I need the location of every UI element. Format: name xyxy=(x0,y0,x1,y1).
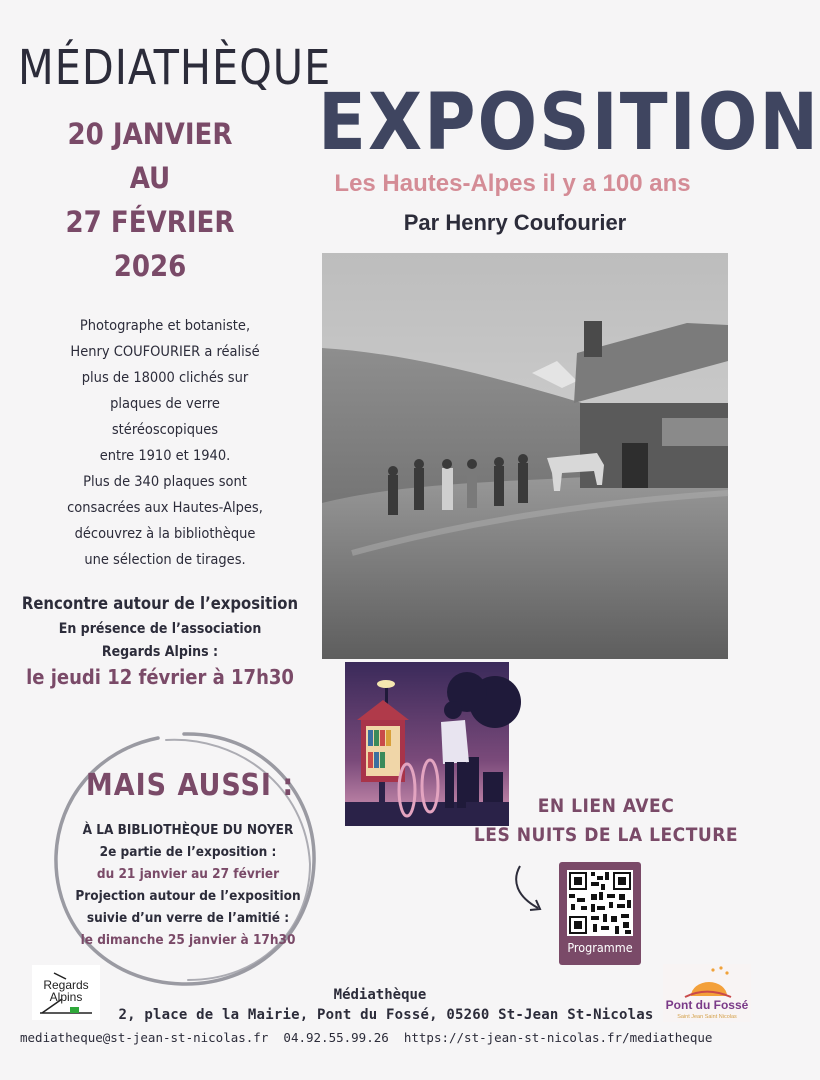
link-line: LES NUITS DE LA LECTURE xyxy=(473,824,739,846)
regards-alpins-logo-image xyxy=(32,965,100,1020)
reading-nights-link xyxy=(470,792,742,850)
footer-phone[interactable]: 04.92.55.99.26 xyxy=(283,1030,389,1045)
date-line: 2026 xyxy=(113,249,187,283)
curved-arrow-icon xyxy=(510,862,550,918)
description-line: entre 1910 et 1940. xyxy=(99,448,231,464)
description xyxy=(30,313,300,573)
description-line: découvrez à la bibliothèque xyxy=(74,526,256,542)
regards-logo-word: Regards xyxy=(43,978,89,992)
description-line: consacrées aux Hautes-Alpes, xyxy=(67,500,263,516)
exhibition-title: EXPOSITION xyxy=(318,78,820,168)
footer-address: 2, place de la Mairie, Pont du Fossé, 05260 St-Jean St-Nicolas xyxy=(118,1007,654,1023)
date-line: 27 FÉVRIER xyxy=(65,205,235,239)
exhibition-author: Par Henry Coufourier xyxy=(403,210,627,235)
description-line: Plus de 340 plaques sont xyxy=(83,474,247,490)
also-line: Projection autour de l’exposition xyxy=(75,888,301,904)
meeting-title: Rencontre autour de l’exposition xyxy=(21,594,299,613)
venue-title: MÉDIATHÈQUE xyxy=(18,38,332,96)
footer-venue: Médiathèque xyxy=(333,987,427,1003)
description-line: stéréoscopiques xyxy=(111,422,219,438)
also-line: le dimanche 25 janvier à 17h30 xyxy=(80,932,296,948)
qr-pattern xyxy=(567,870,633,936)
exhibition-dates xyxy=(40,112,260,288)
pont-logo-subtitle: Saint Jean Saint Nicolas xyxy=(677,1014,737,1020)
exhibition-subtitle: Les Hautes-Alpes il y a 100 ans xyxy=(334,170,691,197)
regards-alpins-logo xyxy=(32,965,100,1020)
description-line: Photographe et botaniste, xyxy=(79,318,251,334)
also-line: suivie d’un verre de l’amitié : xyxy=(86,910,290,926)
also-title: MAIS AUSSI : xyxy=(85,768,295,803)
mountain-scene-image xyxy=(322,253,728,659)
description-line: plus de 18000 clichés sur xyxy=(81,370,249,386)
pont-logo-name: Pont du Fossé xyxy=(665,998,749,1012)
footer-contact xyxy=(20,1030,760,1045)
description-line: Henry COUFOURIER a réalisé xyxy=(70,344,260,360)
also-line: 2e partie de l’exposition : xyxy=(99,844,277,860)
alpins-logo-word: Alpins xyxy=(49,990,83,1004)
exhibition-photo xyxy=(322,253,728,659)
qr-code-icon xyxy=(567,870,633,936)
pont-du-fosse-logo-image xyxy=(663,964,751,1022)
footer-email[interactable]: mediatheque@st-jean-st-nicolas.fr xyxy=(20,1030,269,1045)
program-qr-code[interactable] xyxy=(559,862,641,965)
description-line: une sélection de tirages. xyxy=(84,552,246,568)
also-line: du 21 janvier au 27 février xyxy=(96,866,280,882)
footer-website[interactable]: https://st-jean-st-nicolas.fr/mediatheque xyxy=(403,1030,713,1045)
meeting-association-line: En présence de l’association xyxy=(58,621,262,637)
qr-label: Programme xyxy=(567,940,633,955)
link-line: EN LIEN AVEC xyxy=(537,795,675,817)
also-line: À LA BIBLIOTHÈQUE DU NOYER xyxy=(82,822,294,838)
date-line: 20 JANVIER xyxy=(67,117,233,151)
meeting-date: le jeudi 12 février à 17h30 xyxy=(26,665,294,689)
date-line: AU xyxy=(129,161,171,195)
pont-du-fosse-logo xyxy=(663,964,751,1022)
meeting-association-name: Regards Alpins : xyxy=(101,644,219,660)
description-line: plaques de verre xyxy=(110,396,220,412)
